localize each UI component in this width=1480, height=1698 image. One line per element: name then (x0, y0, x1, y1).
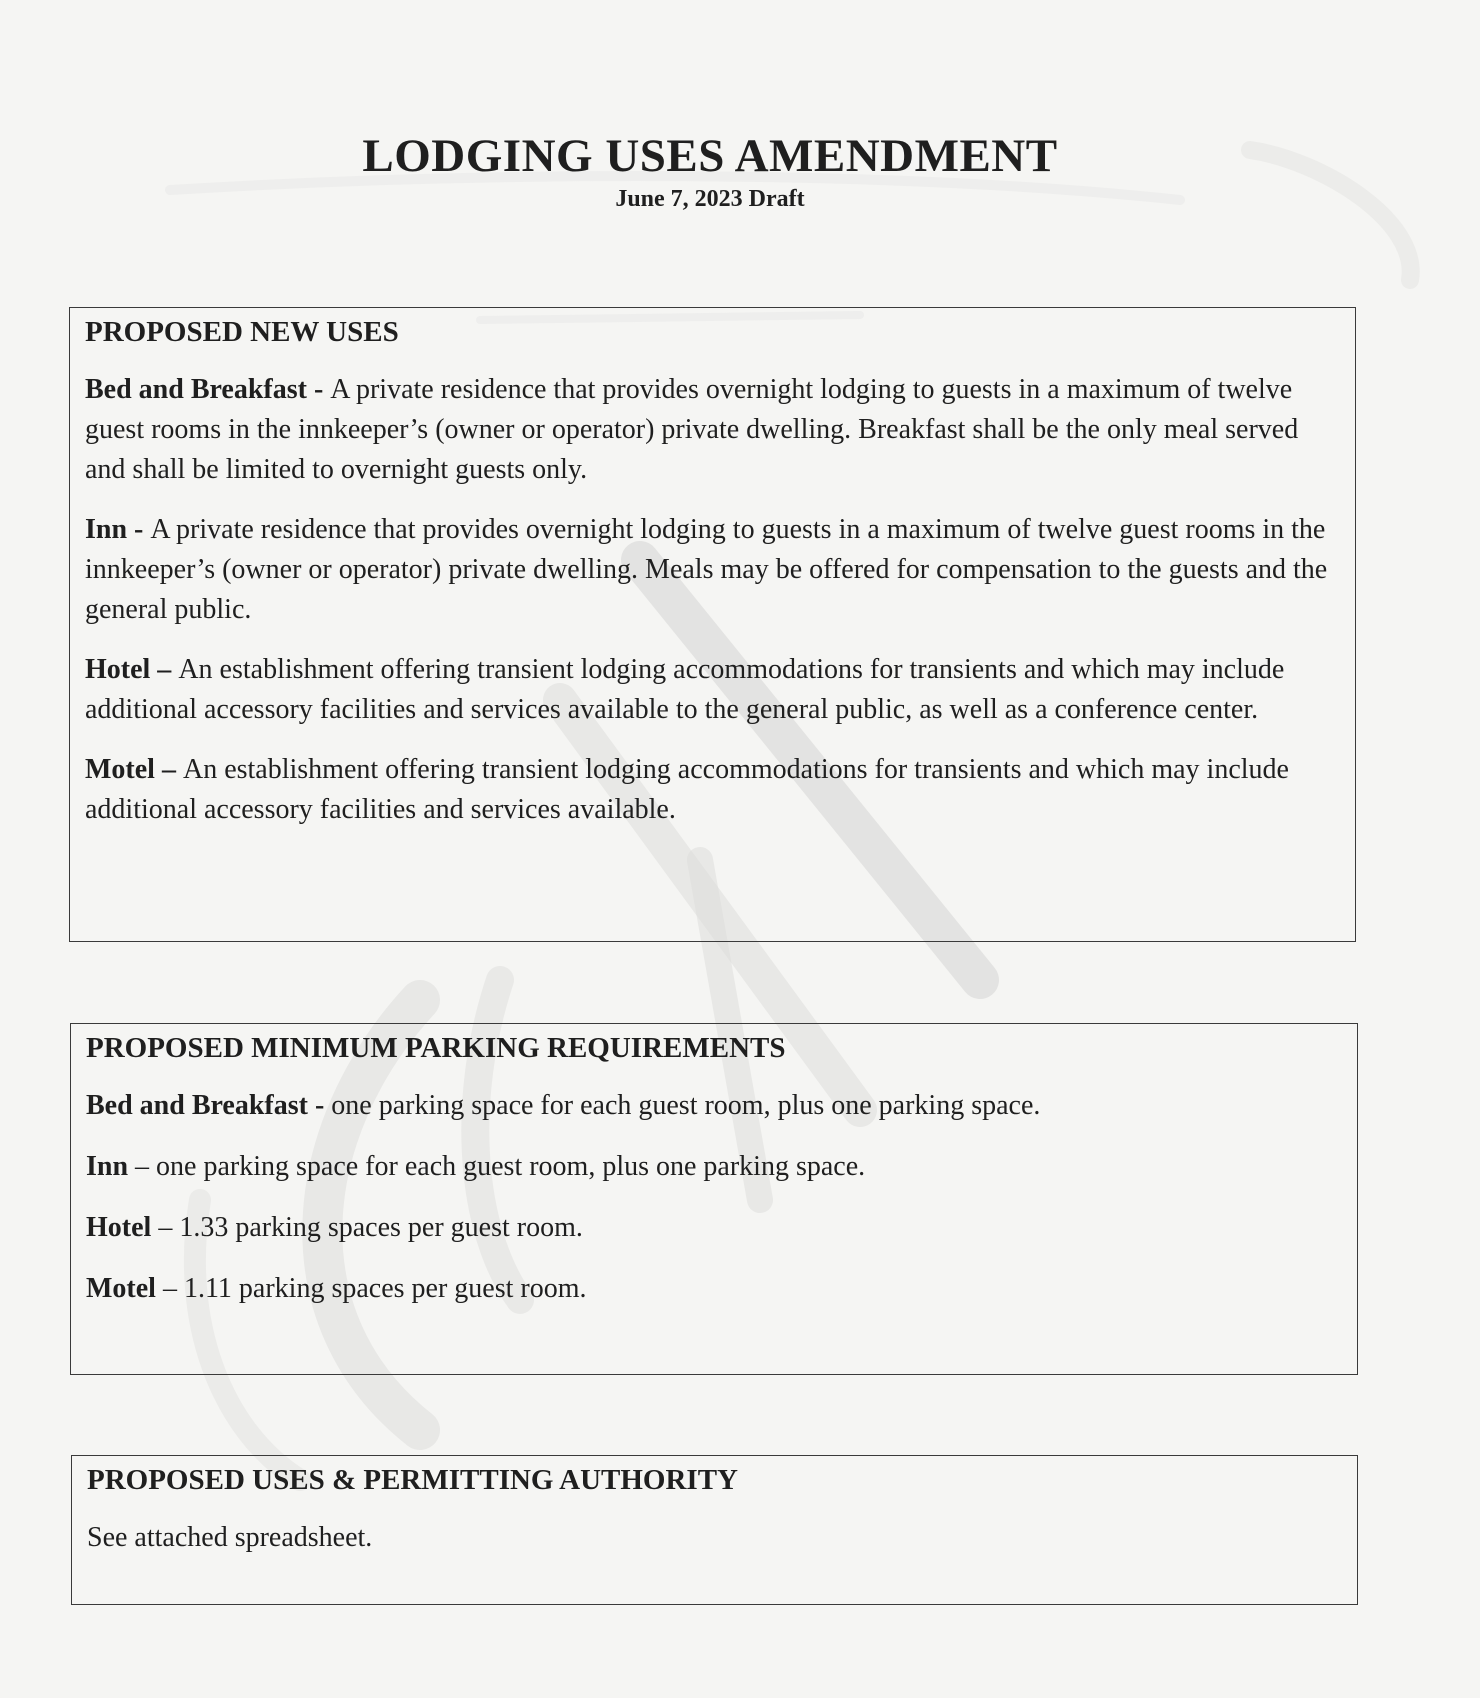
section-heading: PROPOSED NEW USES (85, 316, 399, 348)
definition-motel (85, 750, 1340, 830)
document-title: LODGING USES AMENDMENT (362, 130, 1058, 182)
parking-term: Motel (86, 1273, 156, 1304)
proposed-new-uses-section (69, 307, 1356, 942)
definition-text: An establishment offering transient lodging accommodations for transients and which may include additional accessory facilities and services available to the general public, as well as a conference center. (85, 654, 1285, 725)
parking-text: – one parking space for each guest room, plus one parking space. (128, 1151, 866, 1182)
definition-inn (85, 510, 1340, 630)
parking-term: Hotel (86, 1212, 152, 1243)
definition-bed-and-breakfast (85, 370, 1340, 490)
parking-requirements-section (70, 1023, 1358, 1375)
document-date: June 7, 2023 Draft (615, 186, 805, 212)
parking-inn (86, 1147, 1342, 1187)
parking-text: – 1.33 parking spaces per guest room. (151, 1212, 583, 1243)
parking-text: – 1.11 parking spaces per guest room. (155, 1273, 587, 1304)
parking-bed-and-breakfast (86, 1086, 1342, 1126)
parking-term: Bed and Breakfast - (86, 1090, 332, 1121)
parking-hotel (86, 1208, 1342, 1248)
definition-term: Bed and Breakfast - (85, 374, 331, 405)
definition-text: A private residence that provides overnight lodging to guests in a maximum of twelve guest rooms in the innkeeper’s (owner or operator) private dwelling. Breakfast shall be the only meal served and shall be limited to overnight guests only. (85, 374, 1299, 485)
permitting-authority-section (71, 1455, 1358, 1605)
parking-text: one parking space for each guest room, plus one parking space. (331, 1090, 1041, 1121)
definition-hotel (85, 650, 1340, 730)
definition-term: Inn - (85, 514, 151, 545)
section-heading: PROPOSED MINIMUM PARKING REQUIREMENTS (86, 1032, 786, 1064)
document-header (0, 128, 1420, 214)
section-heading: PROPOSED USES & PERMITTING AUTHORITY (87, 1464, 738, 1496)
parking-term: Inn (86, 1151, 129, 1182)
authority-note: See attached spreadsheet. (87, 1522, 373, 1553)
definition-text: An establishment offering transient lodging accommodations for transients and which may include additional accessory facilities and services available. (85, 754, 1289, 825)
parking-motel (86, 1269, 1342, 1309)
definition-term: Motel – (85, 754, 183, 785)
definition-term: Hotel – (85, 654, 179, 685)
definition-text: A private residence that provides overnight lodging to guests in a maximum of twelve guest rooms in the innkeeper’s (owner or operator) private dwelling. Meals may be offered for compensation to the guests and the general public. (85, 514, 1328, 625)
